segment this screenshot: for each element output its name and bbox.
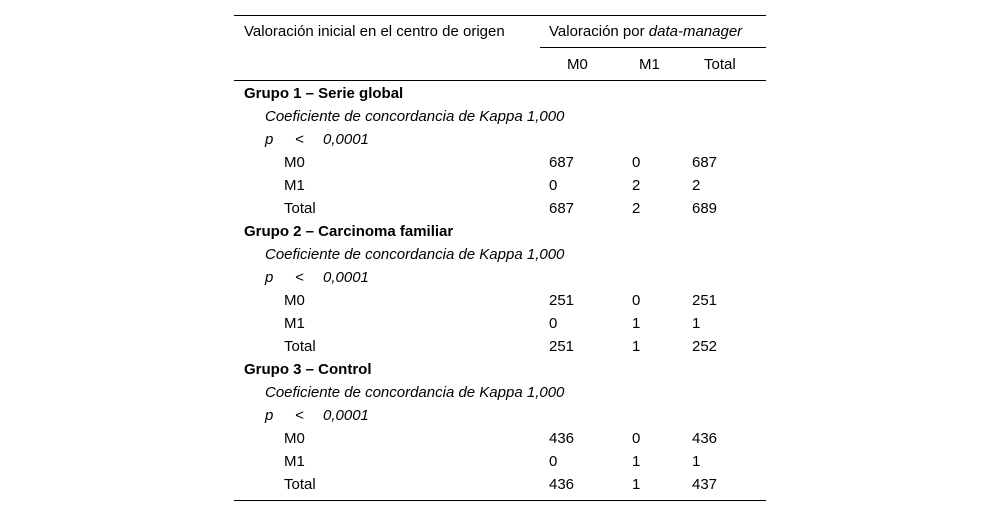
p-operator: < xyxy=(295,269,304,286)
cell-total: 251 xyxy=(692,292,718,309)
table-top-rule xyxy=(234,15,766,16)
cell-total: 252 xyxy=(692,338,718,355)
cell-m1: 1 xyxy=(632,453,641,470)
row-label: M1 xyxy=(284,177,305,194)
cell-m1: 1 xyxy=(632,315,641,332)
row-label: M0 xyxy=(284,154,305,171)
group-title: Grupo 2 – Carcinoma familiar xyxy=(244,223,454,240)
header-sub-rule xyxy=(540,47,766,48)
cell-m1: 2 xyxy=(632,177,641,194)
cell-m0: 687 xyxy=(549,154,575,171)
cell-m1: 1 xyxy=(632,338,641,355)
col-header-m0: M0 xyxy=(567,56,588,73)
kappa-line: Coeficiente de concordancia de Kappa 1,000 xyxy=(265,108,565,125)
p-operator: < xyxy=(295,407,304,424)
p-value: 0,0001 xyxy=(323,407,369,424)
kappa-line: Coeficiente de concordancia de Kappa 1,000 xyxy=(265,384,565,401)
cell-m1: 0 xyxy=(632,430,641,447)
p-label: p xyxy=(265,131,274,148)
cell-total: 1 xyxy=(692,315,701,332)
table-bottom-rule xyxy=(234,500,766,501)
col-header-m1: M1 xyxy=(639,56,660,73)
col-header-total: Total xyxy=(704,56,736,73)
group-title: Grupo 1 – Serie global xyxy=(244,85,404,102)
cell-total: 437 xyxy=(692,476,718,493)
p-value: 0,0001 xyxy=(323,269,369,286)
cell-total: 689 xyxy=(692,200,718,217)
cell-m0: 0 xyxy=(549,453,558,470)
cell-m1: 1 xyxy=(632,476,641,493)
row-label: Total xyxy=(284,200,316,217)
kappa-line: Coeficiente de concordancia de Kappa 1,000 xyxy=(265,246,565,263)
cell-m0: 687 xyxy=(549,200,575,217)
header-bottom-rule xyxy=(234,80,766,81)
row-label: Total xyxy=(284,338,316,355)
cell-m1: 2 xyxy=(632,200,641,217)
cell-total: 2 xyxy=(692,177,701,194)
cell-m0: 251 xyxy=(549,292,575,309)
header-right-label-em: data-manager xyxy=(648,23,743,40)
group-title: Grupo 3 – Control xyxy=(244,361,372,378)
cell-total: 687 xyxy=(692,154,718,171)
p-label: p xyxy=(265,407,274,424)
row-label: Total xyxy=(284,476,316,493)
cell-m1: 0 xyxy=(632,154,641,171)
cell-m0: 251 xyxy=(549,338,575,355)
cell-m0: 0 xyxy=(549,315,558,332)
p-operator: < xyxy=(295,131,304,148)
cell-total: 1 xyxy=(692,453,701,470)
p-label: p xyxy=(265,269,274,286)
p-value: 0,0001 xyxy=(323,131,369,148)
cell-m0: 436 xyxy=(549,430,575,447)
cell-m1: 0 xyxy=(632,292,641,309)
row-label: M1 xyxy=(284,315,305,332)
cell-m0: 436 xyxy=(549,476,575,493)
cell-total: 436 xyxy=(692,430,718,447)
row-label: M0 xyxy=(284,430,305,447)
row-label: M0 xyxy=(284,292,305,309)
row-label: M1 xyxy=(284,453,305,470)
cell-m0: 0 xyxy=(549,177,558,194)
header-left-label: Valoración inicial en el centro de origen xyxy=(244,23,505,40)
header-right-label xyxy=(549,23,742,41)
header-right-label-prefix: Valoración por xyxy=(549,23,649,40)
